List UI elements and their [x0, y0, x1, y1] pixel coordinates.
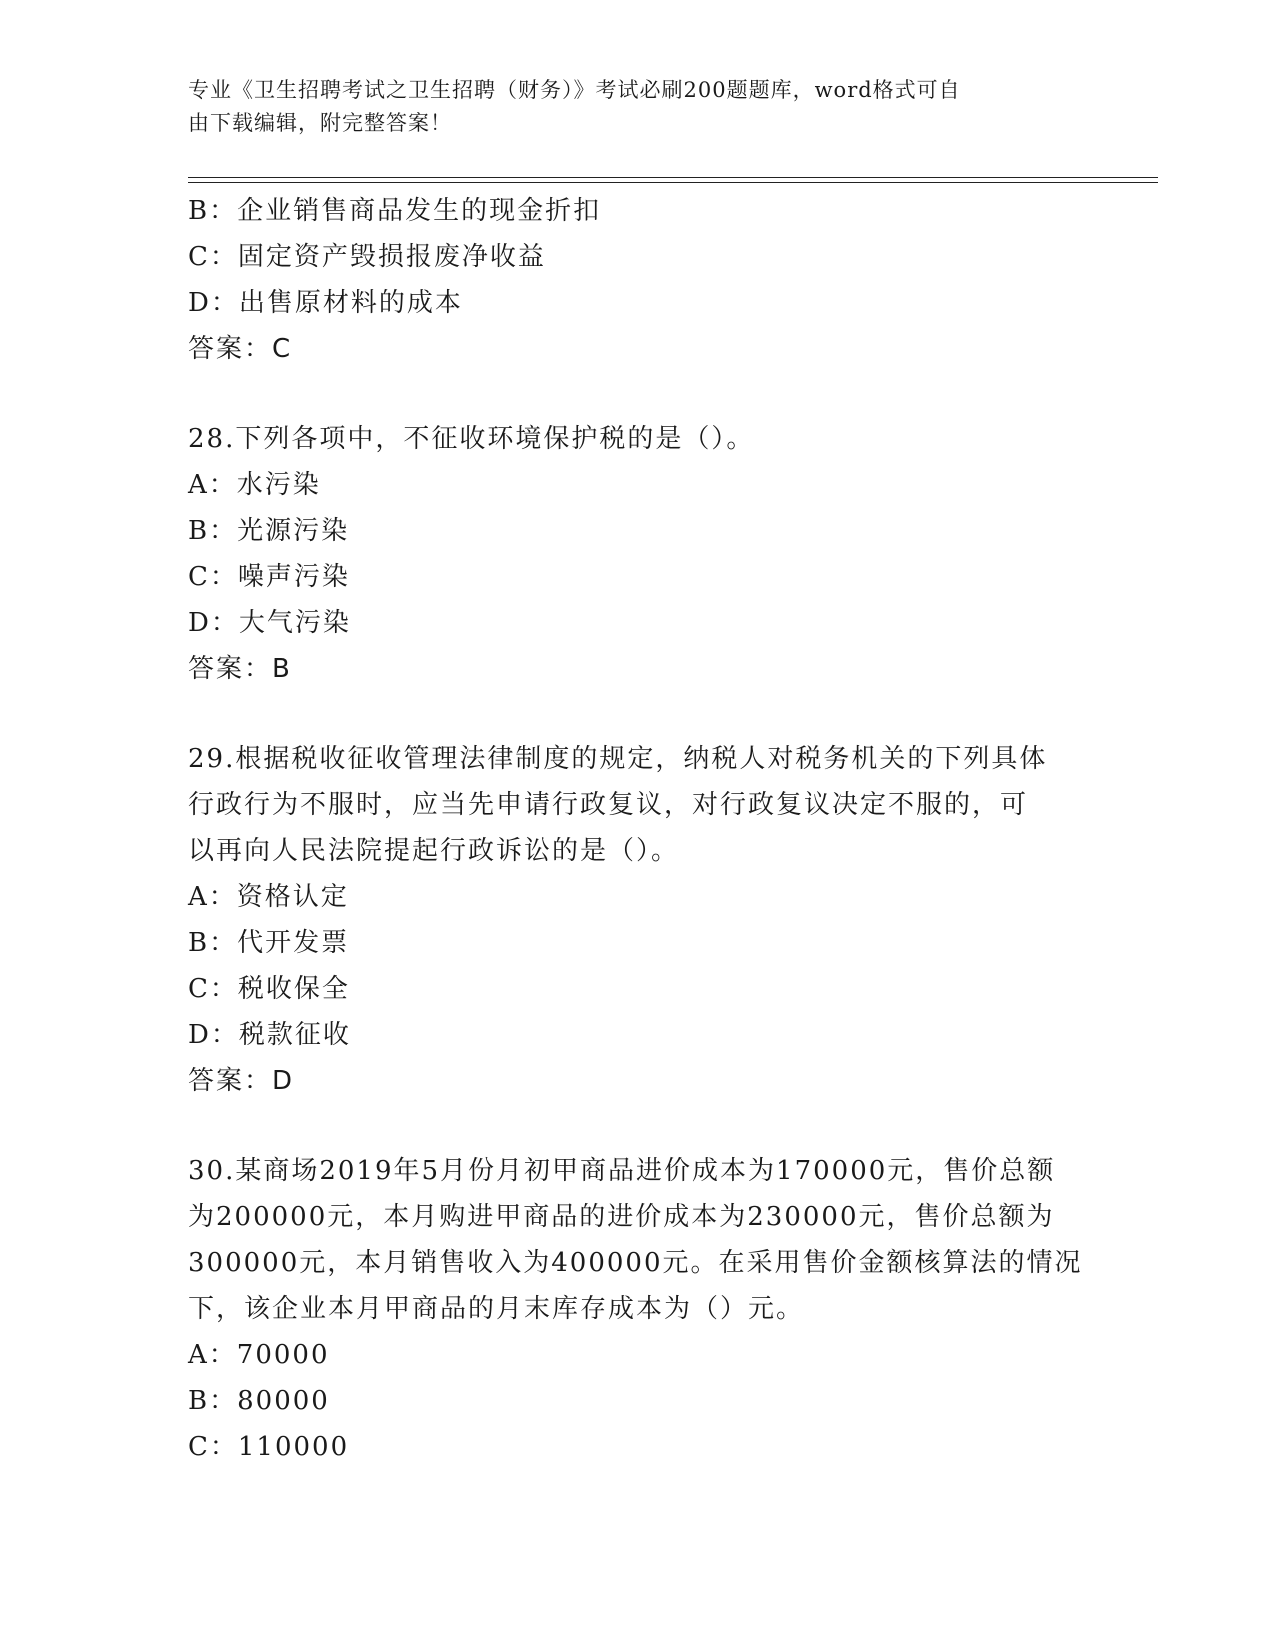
- answer-line: 答案：D: [188, 1066, 295, 1096]
- option-d: D：出售原材料的成本: [188, 288, 463, 318]
- option-b: B：代开发票: [188, 928, 350, 958]
- option-c: C：税收保全: [188, 974, 350, 1004]
- document-body: [188, 188, 1088, 1470]
- option-a: A：水污染: [188, 470, 321, 500]
- question-text: 300000元，本月销售收入为400000元。在采用售价金额核算法的情况: [188, 1248, 1083, 1278]
- question-30: [188, 1148, 1088, 1470]
- question-28: [188, 416, 1088, 692]
- question-text: 28.下列各项中，不征收环境保护税的是（）。: [188, 424, 755, 454]
- header-line-2: 由下载编辑，附完整答案！: [188, 111, 452, 135]
- option-c: C：噪声污染: [188, 562, 350, 592]
- question-text: 下，该企业本月甲商品的月末库存成本为（）元。: [188, 1294, 805, 1324]
- header-divider: [188, 177, 1158, 183]
- option-c: C：110000: [188, 1432, 350, 1462]
- answer-line: 答案：B: [188, 654, 292, 684]
- question-text: 29.根据税收征收管理法律制度的规定，纳税人对税务机关的下列具体: [188, 744, 1048, 774]
- question-29: [188, 736, 1088, 1104]
- option-a: A：70000: [188, 1340, 330, 1370]
- question-27-continued: [188, 188, 1088, 372]
- header-line-1: 专业《卫生招聘考试之卫生招聘（财务）》考试必刷200题题库，word格式可自: [188, 78, 961, 102]
- option-b: B：光源污染: [188, 516, 350, 546]
- question-text: 行政行为不服时，应当先申请行政复议，对行政复议决定不服的，可: [188, 790, 1029, 820]
- option-d: D：税款征收: [188, 1020, 351, 1050]
- document-header: [188, 74, 1088, 140]
- option-b: B：80000: [188, 1386, 330, 1416]
- question-text: 为200000元，本月购进甲商品的进价成本为230000元，售价总额为: [188, 1202, 1055, 1232]
- option-a: A：资格认定: [188, 882, 349, 912]
- option-c: C：固定资产毁损报废净收益: [188, 242, 546, 272]
- question-text: 以再向人民法院提起行政诉讼的是（）。: [188, 836, 680, 866]
- option-d: D：大气污染: [188, 608, 351, 638]
- option-b: B：企业销售商品发生的现金折扣: [188, 196, 602, 226]
- answer-line: 答案：C: [188, 334, 293, 364]
- question-text: 30.某商场2019年5月份月初甲商品进价成本为170000元，售价总额: [188, 1156, 1056, 1186]
